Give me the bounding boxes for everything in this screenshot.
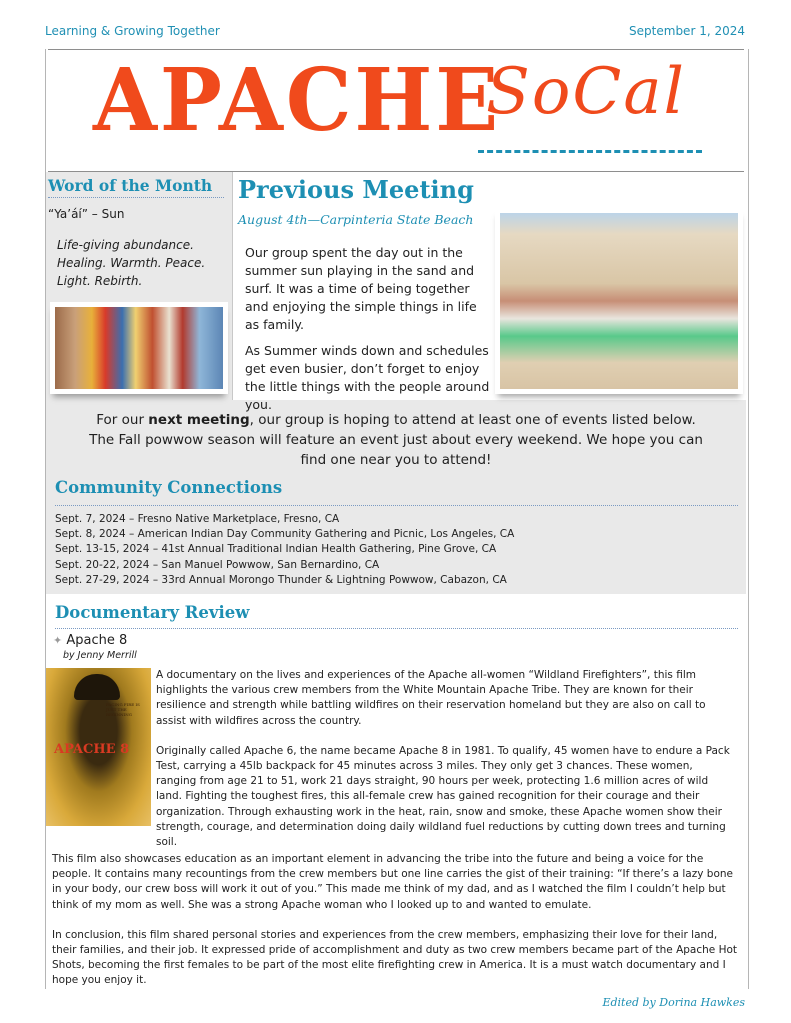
previous-meeting-panel: [232, 172, 747, 412]
beach-group-photo: [495, 208, 743, 394]
next-meeting-notice: [46, 410, 746, 470]
film-title: Apache 8: [66, 633, 128, 648]
paragraph: A documentary on the lives and experiences of the Apache all-women “Wildland Firefighters”, this film highlights the various crew members from the White Mountain Apache Tribe. They are known for their resilience and strength while battling wildfires on their reservation homeland but they are also on call to assist with wildfires across the country.: [156, 669, 706, 727]
review-continued: [52, 852, 742, 989]
sparkle-bullet-icon: ✦: [53, 634, 63, 647]
community-heading: Community Connections: [55, 478, 283, 497]
paragraph: In conclusion, this film shared personal stories and experiences from the crew members, emphasizing their love for their land, their families, and their job. It expressed pride of accomplishment and duty as two crew members became part of the Apache Hot Shots, becoming the first females to be part of the most elite firefighting crew in America. It is a must watch documentary and I hope you enjoy it.: [52, 928, 738, 987]
event-item: Sept. 27-29, 2024 – 33rd Annual Morongo Thunder & Lightning Powwow, Cabazon, CA: [55, 573, 507, 586]
apache8-poster: [46, 668, 151, 826]
masthead-script: SoCal: [486, 55, 686, 129]
paragraph: This film also showcases education as an important element in advancing the tribe into the future and being a voice for the people. It contains many recountings from the crew members but one line carries the gist of their training: “If there’s a lazy bone in your body, our crew boss will work it out of you.” This made me think of my dad, and as I watched the film I couldn’t help but think of my mom as well. She was a strong Apache woman who I looked up to and wanted to emulate.: [52, 853, 733, 911]
documentary-heading: Documentary Review: [55, 603, 250, 622]
meaning-line: Light. Rebirth.: [57, 274, 143, 288]
review-intro: [156, 668, 736, 850]
documentary-divider: [55, 628, 738, 629]
review-byline: by Jenny Merrill: [63, 650, 137, 661]
previous-meeting-text: [245, 244, 490, 414]
poster-title: APACHE 8: [54, 742, 130, 757]
paragraph: Our group spent the day out in the summer sun playing in the sand and surf. It was a time of being together and enjoying the simple things in life as family.: [245, 245, 477, 332]
powwow-photo: [50, 302, 228, 394]
word-of-month-word: “Ya’áí” – Sun: [48, 207, 125, 221]
masthead-title: APACHE: [93, 50, 502, 151]
meaning-line: Life-giving abundance.: [57, 238, 194, 252]
firefighter-helmet-silhouette: [74, 674, 120, 700]
word-of-month-meaning: [57, 236, 205, 290]
event-item: Sept. 13-15, 2024 – 41st Annual Traditional Indian Health Gathering, Pine Grove, CA: [55, 543, 497, 556]
meaning-line: Healing. Warmth. Peace.: [57, 256, 206, 270]
event-item: Sept. 8, 2024 – American Indian Day Community Gathering and Picnic, Los Angeles, CA: [55, 528, 515, 541]
event-item: Sept. 20-22, 2024 – San Manuel Powwow, San Bernardino, CA: [55, 558, 380, 571]
next-meeting-line1: [46, 410, 746, 430]
community-divider: [55, 505, 738, 506]
editor-credit: Edited by Dorina Hawkes: [602, 996, 745, 1009]
word-of-month-panel: [46, 172, 231, 400]
paragraph: Originally called Apache 6, the name became Apache 8 in 1981. To qualify, 45 women have to endure a Pack Test, carrying a 45lb backpack for 45 minutes across 3 miles. They only get 3 chances. These women, ranging from age 21 to 51, work 21 days straight, 90 hours per week, protecting 1.6 million acres of wild land. Fighting the toughest fires, this all-female crew has gained recognition for their courage and their organization. Through exhausting work in the heat, rain, snow and smoke, these Apache women show their strength, courage, and determination doing daily wildland fuel reductions by cutting down trees and turning soil.: [156, 744, 730, 849]
film-title-row: [53, 633, 127, 648]
community-event-list: [55, 512, 735, 588]
event-item: Sept. 7, 2024 – Fresno Native Marketplace, Fresno, CA: [55, 513, 340, 525]
previous-meeting-heading: Previous Meeting: [238, 175, 474, 204]
poster-tagline: FACING FIRE IS JUST THE BEGINNING: [106, 702, 140, 717]
tagline: Learning & Growing Together: [45, 24, 220, 38]
paragraph: As Summer winds down and schedules get even busier, don’t forget to enjoy the little things with the people around you.: [245, 343, 490, 412]
issue-date: September 1, 2024: [629, 24, 745, 38]
masthead-script-underline: [478, 150, 702, 153]
word-of-month-heading: Word of the Month: [48, 176, 224, 198]
next-meeting-line2: The Fall powwow season will feature an event just about every weekend. We hope you can find one near you to attend!: [89, 432, 703, 468]
next-meeting-suffix: , our group is hoping to attend at least one of events listed below.: [249, 412, 696, 428]
previous-meeting-subheading: August 4th—Carpinteria State Beach: [238, 212, 474, 227]
next-meeting-prefix: For our: [96, 412, 149, 428]
next-meeting-emphasis: next meeting: [148, 412, 250, 428]
